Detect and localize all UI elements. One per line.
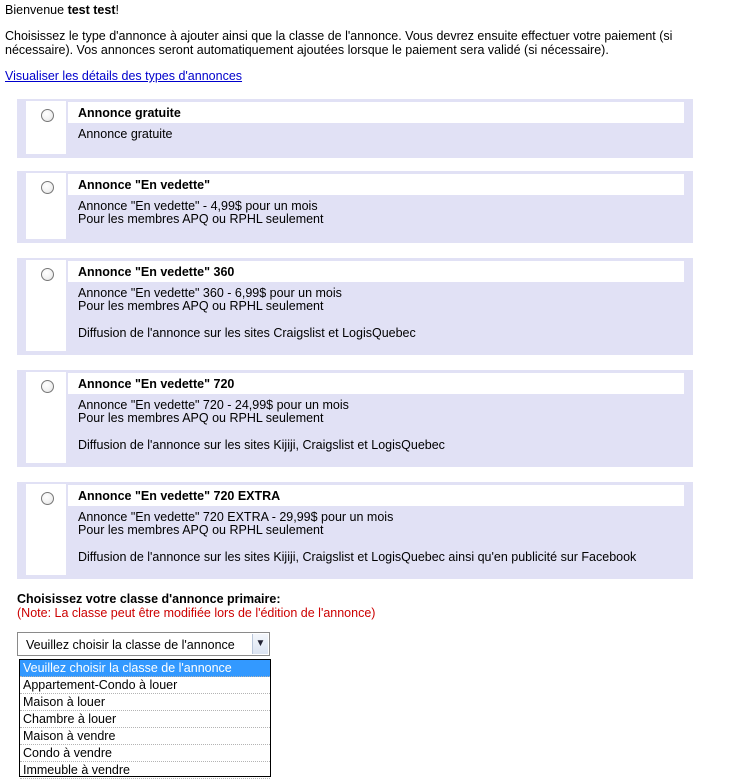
dropdown-option[interactable]: Appartement-Condo à louer [20, 677, 270, 694]
dropdown-option[interactable]: Veuillez choisir la classe de l'annonce [20, 660, 270, 677]
option-title: Annonce "En vedette" 720 [78, 377, 235, 391]
option-desc-line: Annonce "En vedette" 720 EXTRA - 29,99$ pour un mois [78, 510, 394, 524]
option-description [78, 128, 173, 141]
option-title-bar [68, 485, 684, 506]
option-desc-line: Pour les membres APQ ou RPHL seulement [78, 411, 324, 425]
option-title-bar [68, 102, 684, 123]
welcome-prefix: Bienvenue [5, 3, 68, 17]
ad-class-select[interactable] [17, 632, 270, 656]
chevron-down-icon[interactable]: ▼ [252, 634, 268, 654]
ad-type-radio-vedette[interactable] [41, 181, 54, 194]
option-description [78, 399, 445, 452]
dropdown-option[interactable]: Maison à louer [20, 694, 270, 711]
ad-type-option-vedette-360[interactable] [17, 258, 693, 355]
ad-types-details-link[interactable]: Visualiser les détails des types d'annonces [5, 69, 243, 83]
option-title-bar [68, 261, 684, 282]
option-title: Annonce "En vedette" [78, 178, 211, 192]
option-desc-line: Annonce gratuite [78, 127, 173, 141]
ad-type-option-vedette-720[interactable] [17, 370, 693, 467]
dropdown-option[interactable]: Immeuble à vendre [20, 762, 270, 779]
option-desc-line: Diffusion de l'annonce sur les sites Kijiji, Craigslist et LogisQuebec ainsi qu'en publicité sur Facebook [78, 550, 637, 564]
option-desc-line: Pour les membres APQ ou RPHL seulement [78, 299, 324, 313]
ad-type-radio-vedette-720[interactable] [41, 380, 54, 393]
option-description [78, 200, 323, 226]
intro-text: Choisissez le type d'annonce à ajouter ainsi que la classe de l'annonce. Vous devrez ensuite effectuer votre paiement (si nécessaire). Vos annonces seront automatiquement ajoutées lorsque le paiement sera validé (si nécessaire). [5, 29, 673, 57]
dropdown-option[interactable]: Chambre à louer [20, 711, 270, 728]
option-title-bar [68, 174, 684, 195]
option-desc-line: Pour les membres APQ ou RPHL seulement [78, 212, 324, 226]
ad-class-select-value: Veuillez choisir la classe de l'annonce [26, 638, 235, 652]
class-section-title: Choisissez votre classe d'annonce primaire: [17, 592, 281, 606]
ad-type-radio-vedette-360[interactable] [41, 268, 54, 281]
option-title: Annonce "En vedette" 720 EXTRA [78, 489, 281, 503]
welcome-message [5, 3, 119, 17]
option-title: Annonce "En vedette" 360 [78, 265, 235, 279]
ad-type-option-vedette[interactable] [17, 171, 693, 243]
option-description [78, 287, 416, 340]
option-description [78, 511, 636, 564]
user-name: test test [67, 3, 116, 17]
option-desc-line: Annonce "En vedette" 720 - 24,99$ pour un mois [78, 398, 349, 412]
ad-type-option-gratuite[interactable] [17, 99, 693, 158]
dropdown-option[interactable]: Condo à vendre [20, 745, 270, 762]
option-desc-line: Diffusion de l'annonce sur les sites Craigslist et LogisQuebec [78, 326, 416, 340]
ad-type-option-vedette-720-extra[interactable] [17, 482, 693, 579]
ad-type-radio-gratuite[interactable] [41, 109, 54, 122]
welcome-suffix: ! [115, 3, 119, 17]
option-desc-line: Annonce "En vedette" - 4,99$ pour un mois [78, 199, 318, 213]
option-title: Annonce gratuite [78, 106, 181, 120]
ad-class-dropdown-list [19, 659, 271, 777]
option-title-bar [68, 373, 684, 394]
option-desc-line: Diffusion de l'annonce sur les sites Kijiji, Craigslist et LogisQuebec [78, 438, 445, 452]
ad-type-radio-vedette-720-extra[interactable] [41, 492, 54, 505]
dropdown-option[interactable]: Maison à vendre [20, 728, 270, 745]
class-section-note: (Note: La classe peut être modifiée lors de l'édition de l'annonce) [17, 606, 376, 620]
option-desc-line: Annonce "En vedette" 360 - 6,99$ pour un mois [78, 286, 342, 300]
option-desc-line: Pour les membres APQ ou RPHL seulement [78, 523, 324, 537]
